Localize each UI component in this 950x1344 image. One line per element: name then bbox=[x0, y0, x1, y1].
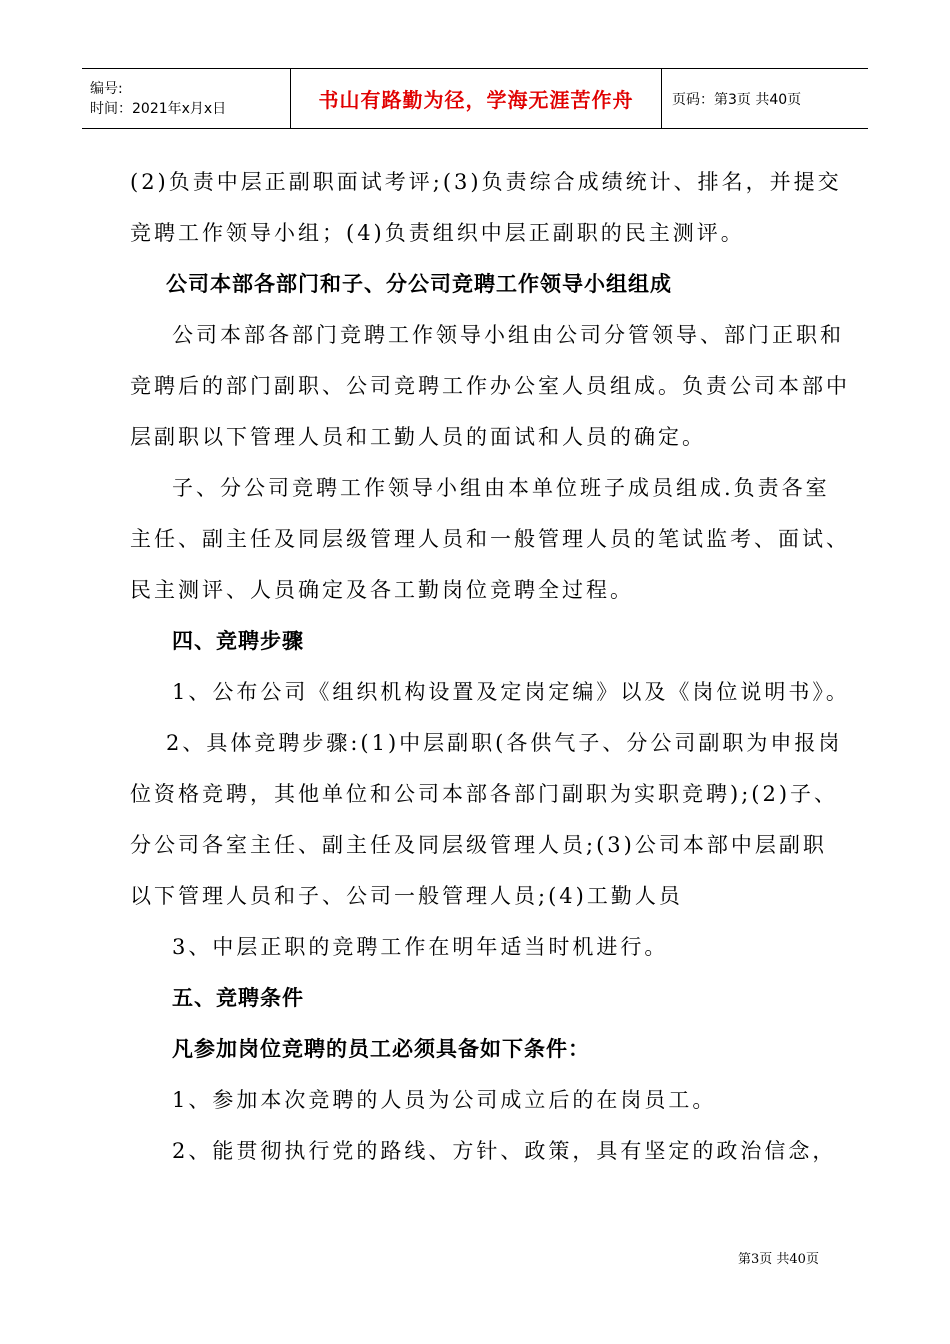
paragraph: 子、分公司竞聘工作领导小组由本单位班子成员组成.负责各室主任、副主任及同层级管理人员和一般管理人员的笔试监考、面试、民主测评、人员确定及各工勤岗位竞聘全过程。 bbox=[130, 476, 850, 602]
section-heading: 五、竞聘条件 bbox=[172, 986, 304, 1010]
paragraph: 2、能贯彻执行党的路线、方针、政策，具有坚定的政治信念， bbox=[172, 1139, 837, 1163]
header-motto: 书山有路勤为径，学海无涯苦作舟 bbox=[318, 88, 634, 112]
header-page-label: 页码：第3页 共40页 bbox=[672, 91, 802, 108]
paragraph: (2)负责中层正副职面试考评;(3)负责综合成绩统计、排名，并提交竞聘工作领导小组；(4)负责组织中层正副职的民主测评。 bbox=[130, 170, 842, 245]
doc-number-label: 编号: bbox=[90, 80, 123, 97]
paragraph: 1、公布公司《组织机构设置及定岗定编》以及《岗位说明书》。 bbox=[172, 680, 850, 704]
page-header bbox=[82, 68, 868, 129]
paragraph: 3、中层正职的竞聘工作在明年适当时机进行。 bbox=[172, 935, 669, 959]
paragraph: 2、具体竞聘步骤:(1)中层副职(各供气子、分公司副职为申报岗位资格竞聘，其他单位和公司本部各部门副职为实职竞聘);(2)子、分公司各室主任、副主任及同层级管理人员;(3)公司本部中层副职以下管理人员和子、公司一般管理人员;(4)工勤人员 bbox=[130, 731, 843, 908]
section-heading: 凡参加岗位竞聘的员工必须具备如下条件： bbox=[172, 1037, 590, 1061]
paragraph: 公司本部各部门竞聘工作领导小组由公司分管领导、部门正职和竞聘后的部门副职、公司竞聘工作办公室人员组成。负责公司本部中层副职以下管理人员和工勤人员的面试和人员的确定。 bbox=[130, 323, 850, 449]
header-right-cell bbox=[662, 69, 869, 129]
page-footer: 第3页 共40页 bbox=[738, 1252, 819, 1267]
section-heading: 四、竞聘步骤 bbox=[172, 629, 304, 653]
doc-time-label: 时间：2021年x月x日 bbox=[90, 100, 227, 117]
header-left-cell bbox=[82, 69, 291, 129]
paragraph: 1、参加本次竞聘的人员为公司成立后的在岗员工。 bbox=[172, 1088, 717, 1112]
document-body bbox=[130, 157, 850, 1177]
header-motto-cell bbox=[291, 69, 662, 129]
section-heading: 公司本部各部门和子、分公司竞聘工作领导小组组成 bbox=[166, 272, 672, 296]
